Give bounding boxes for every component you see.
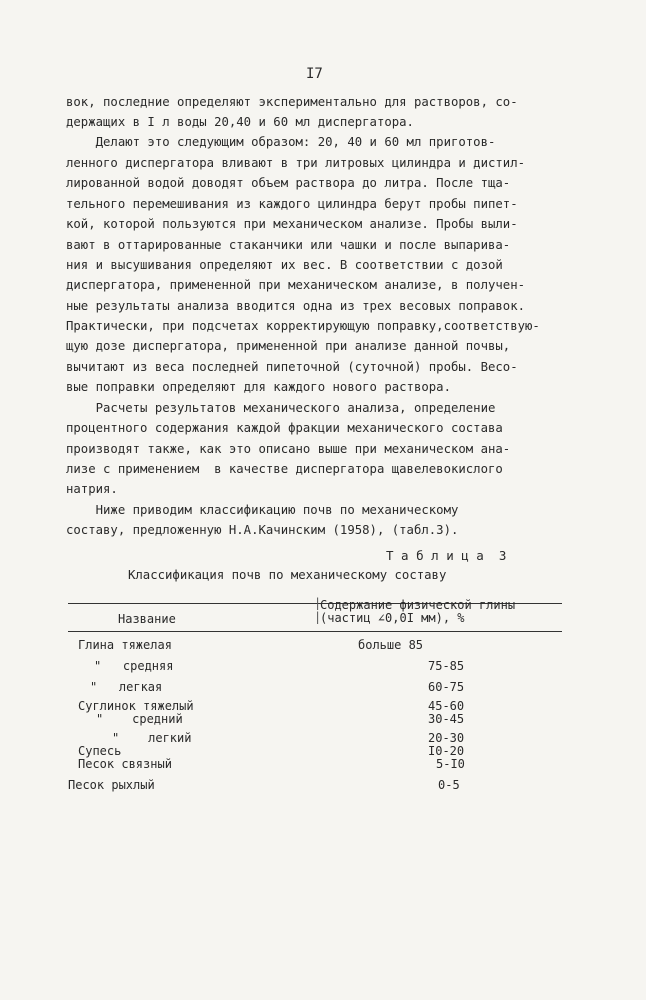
table-title: Классификация почв по механическому составу <box>128 568 447 582</box>
table-row-name: " средняя <box>94 659 174 673</box>
column-header-value: Содержание физической глины <box>320 598 516 612</box>
text-line: Ниже приводим классификацию почв по механическому <box>66 503 459 517</box>
table-row-value: 45-60 <box>428 699 465 713</box>
text-line: кой, которой пользуются при механическом анализе. Пробы выли- <box>66 217 518 231</box>
table-row-name: " легкая <box>90 680 163 694</box>
column-header-value-unit: (частиц ∠0,0I мм), % <box>320 611 465 625</box>
page-number: I7 <box>306 66 323 82</box>
text-line: держащих в I л воды 20,40 и 60 мл диспергатора. <box>66 115 414 129</box>
table-row-name: Суглинок тяжелый <box>78 699 194 713</box>
column-divider: | <box>314 596 322 610</box>
text-line: ния и высушивания определяют их вес. В соответствии с дозой <box>66 258 503 272</box>
text-line: вок, последние определяют экспериментально для растворов, со- <box>66 95 518 109</box>
text-line: Практически, при подсчетах корректирующую поправку,соответствую- <box>66 319 540 333</box>
table-row-value: I0-20 <box>428 744 465 758</box>
text-line: процентного содержания каждой фракции механического состава <box>66 421 503 435</box>
table-row-value: 20-30 <box>428 731 465 745</box>
table-row-value: 60-75 <box>428 680 465 694</box>
table-header-rule <box>68 631 562 632</box>
text-line: Расчеты результатов механического анализа, определение <box>66 401 496 415</box>
table-row-name: Песок связный <box>78 757 172 771</box>
text-line: производят также, как это описано выше при механическом ана- <box>66 442 511 456</box>
table-row-value: больше 85 <box>358 638 424 652</box>
table-row-value: 0-5 <box>438 778 460 792</box>
table-row-name: Песок рыхлый <box>68 778 155 792</box>
text-line: вают в оттарированные стаканчики или чашки и после выпарива- <box>66 238 511 252</box>
text-line: ные результаты анализа вводится одна из трех весовых поправок. <box>66 299 526 313</box>
text-line: лизе с применением в качестве диспергатора щавелевокислого <box>66 462 503 476</box>
column-header-name: Название <box>118 612 176 626</box>
text-line: вые поправки определяют для каждого нового раствора. <box>66 380 451 394</box>
text-line: лированной водой доводят объем раствора до литра. После тща- <box>66 176 511 190</box>
table-row-value: 75-85 <box>428 659 465 673</box>
text-line: щую дозе диспергатора, примененной при анализе данной почвы, <box>66 339 511 353</box>
table-row-name: " средний <box>96 712 183 726</box>
text-line: тельного перемешивания из каждого цилиндра берут пробы пипет- <box>66 197 518 211</box>
text-line: диспергатора, примененной при механическом анализе, в получен- <box>66 278 526 292</box>
text-line: Делают это следующим образом: 20, 40 и 60 мл приготов- <box>66 135 496 149</box>
table-row-value: 30-45 <box>428 712 465 726</box>
table-label: Т а б л и ц а 3 <box>386 548 507 563</box>
text-line: составу, предложенную Н.А.Качинским (1958), (табл.3). <box>66 523 459 537</box>
table-row-value: 5-I0 <box>436 757 465 771</box>
table-row-name: Супесь <box>78 744 122 758</box>
text-line: натрия. <box>66 482 118 496</box>
table-row-name: Глина тяжелая <box>78 638 172 652</box>
text-line: вычитают из веса последней пипеточной (суточной) пробы. Весо- <box>66 360 518 374</box>
text-line: ленного диспергатора вливают в три литровых цилиндра и дистил- <box>66 156 526 170</box>
table-row-name: " легкий <box>112 731 192 745</box>
column-divider: | <box>314 610 322 624</box>
